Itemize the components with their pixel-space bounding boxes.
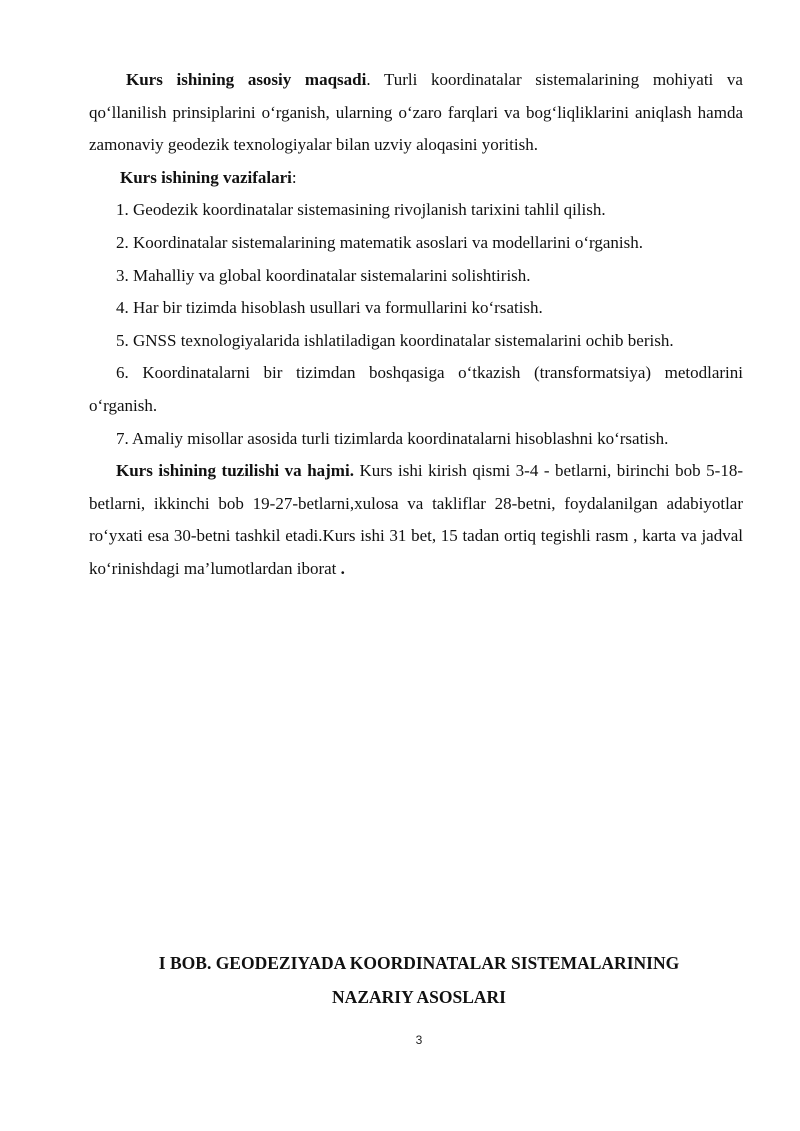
structure-end-mark: . bbox=[340, 558, 345, 578]
task-item-6: 6. Koordinatalarni bir tizimdan boshqasiga o‘tkazish (transformatsiya) metodlarini o‘rganish. bbox=[89, 363, 743, 415]
task-item-2: 2. Koordinatalar sistemalarining matematik asoslari va modellarini o‘rganish. bbox=[116, 232, 644, 252]
structure-text: Kurs ishi kirish qismi 3-4 - betlarni, birinchi bob 5-18-betlarni, ikkinchi bob 19-27-betlarni,xulosa va takliflar 28-betni, foydalanilgan adabiyotlar ro‘yxati esa 30-betni tashkil etadi.Kurs ishi 31 bet, 15 tadan ortiq tegishli rasm , karta va jadval ko‘rinishdagi ma’lumotlardan iborat bbox=[89, 461, 743, 578]
chapter-heading-line-2: NAZARIY ASOSLARI bbox=[332, 987, 506, 1007]
page-number: 3 bbox=[415, 1033, 423, 1047]
task-item-3: 3. Mahalliy va global koordinatalar sistemalarini solishtirish. bbox=[116, 265, 531, 285]
chapter-heading bbox=[0, 946, 800, 1014]
goal-label: Kurs ishining asosiy maqsadi bbox=[126, 70, 367, 89]
goal-paragraph bbox=[89, 64, 743, 162]
task-item-5: 5. GNSS texnologiyalarida ishlatiladigan koordinatalar sistemalarini ochib berish. bbox=[116, 330, 674, 350]
goal-text: . Turli koordinatalar sistemalarining mohiyati va qo‘llanilish prinsiplarini o‘rganish, ularning o‘zaro farqlari va bog‘liqliklarini aniqlash hamda zamonaviy geodezik texnologiyalar bilan uzviy aloqasini yoritish. bbox=[89, 70, 743, 155]
structure-paragraph bbox=[89, 455, 743, 585]
body-text bbox=[89, 64, 743, 586]
chapter-heading-line-1: I BOB. GEODEZIYADA KOORDINATALAR SISTEMALARINING bbox=[158, 953, 680, 973]
task-item-1: 1. Geodezik koordinatalar sistemasining rivojlanish tarixini tahlil qilish. bbox=[116, 200, 606, 220]
task-item-4: 4. Har bir tizimda hisoblash usullari va formullarini ko‘rsatish. bbox=[116, 298, 543, 318]
structure-label: Kurs ishining tuzilishi va hajmi. bbox=[116, 461, 354, 481]
tasks-label-suffix: : bbox=[291, 167, 297, 187]
tasks-heading bbox=[89, 162, 743, 195]
task-item-7: 7. Amaliy misollar asosida turli tizimlarda koordinatalarni hisoblashni ko‘rsatish. bbox=[116, 428, 669, 448]
tasks-label: Kurs ishining vazifalari bbox=[120, 167, 292, 187]
